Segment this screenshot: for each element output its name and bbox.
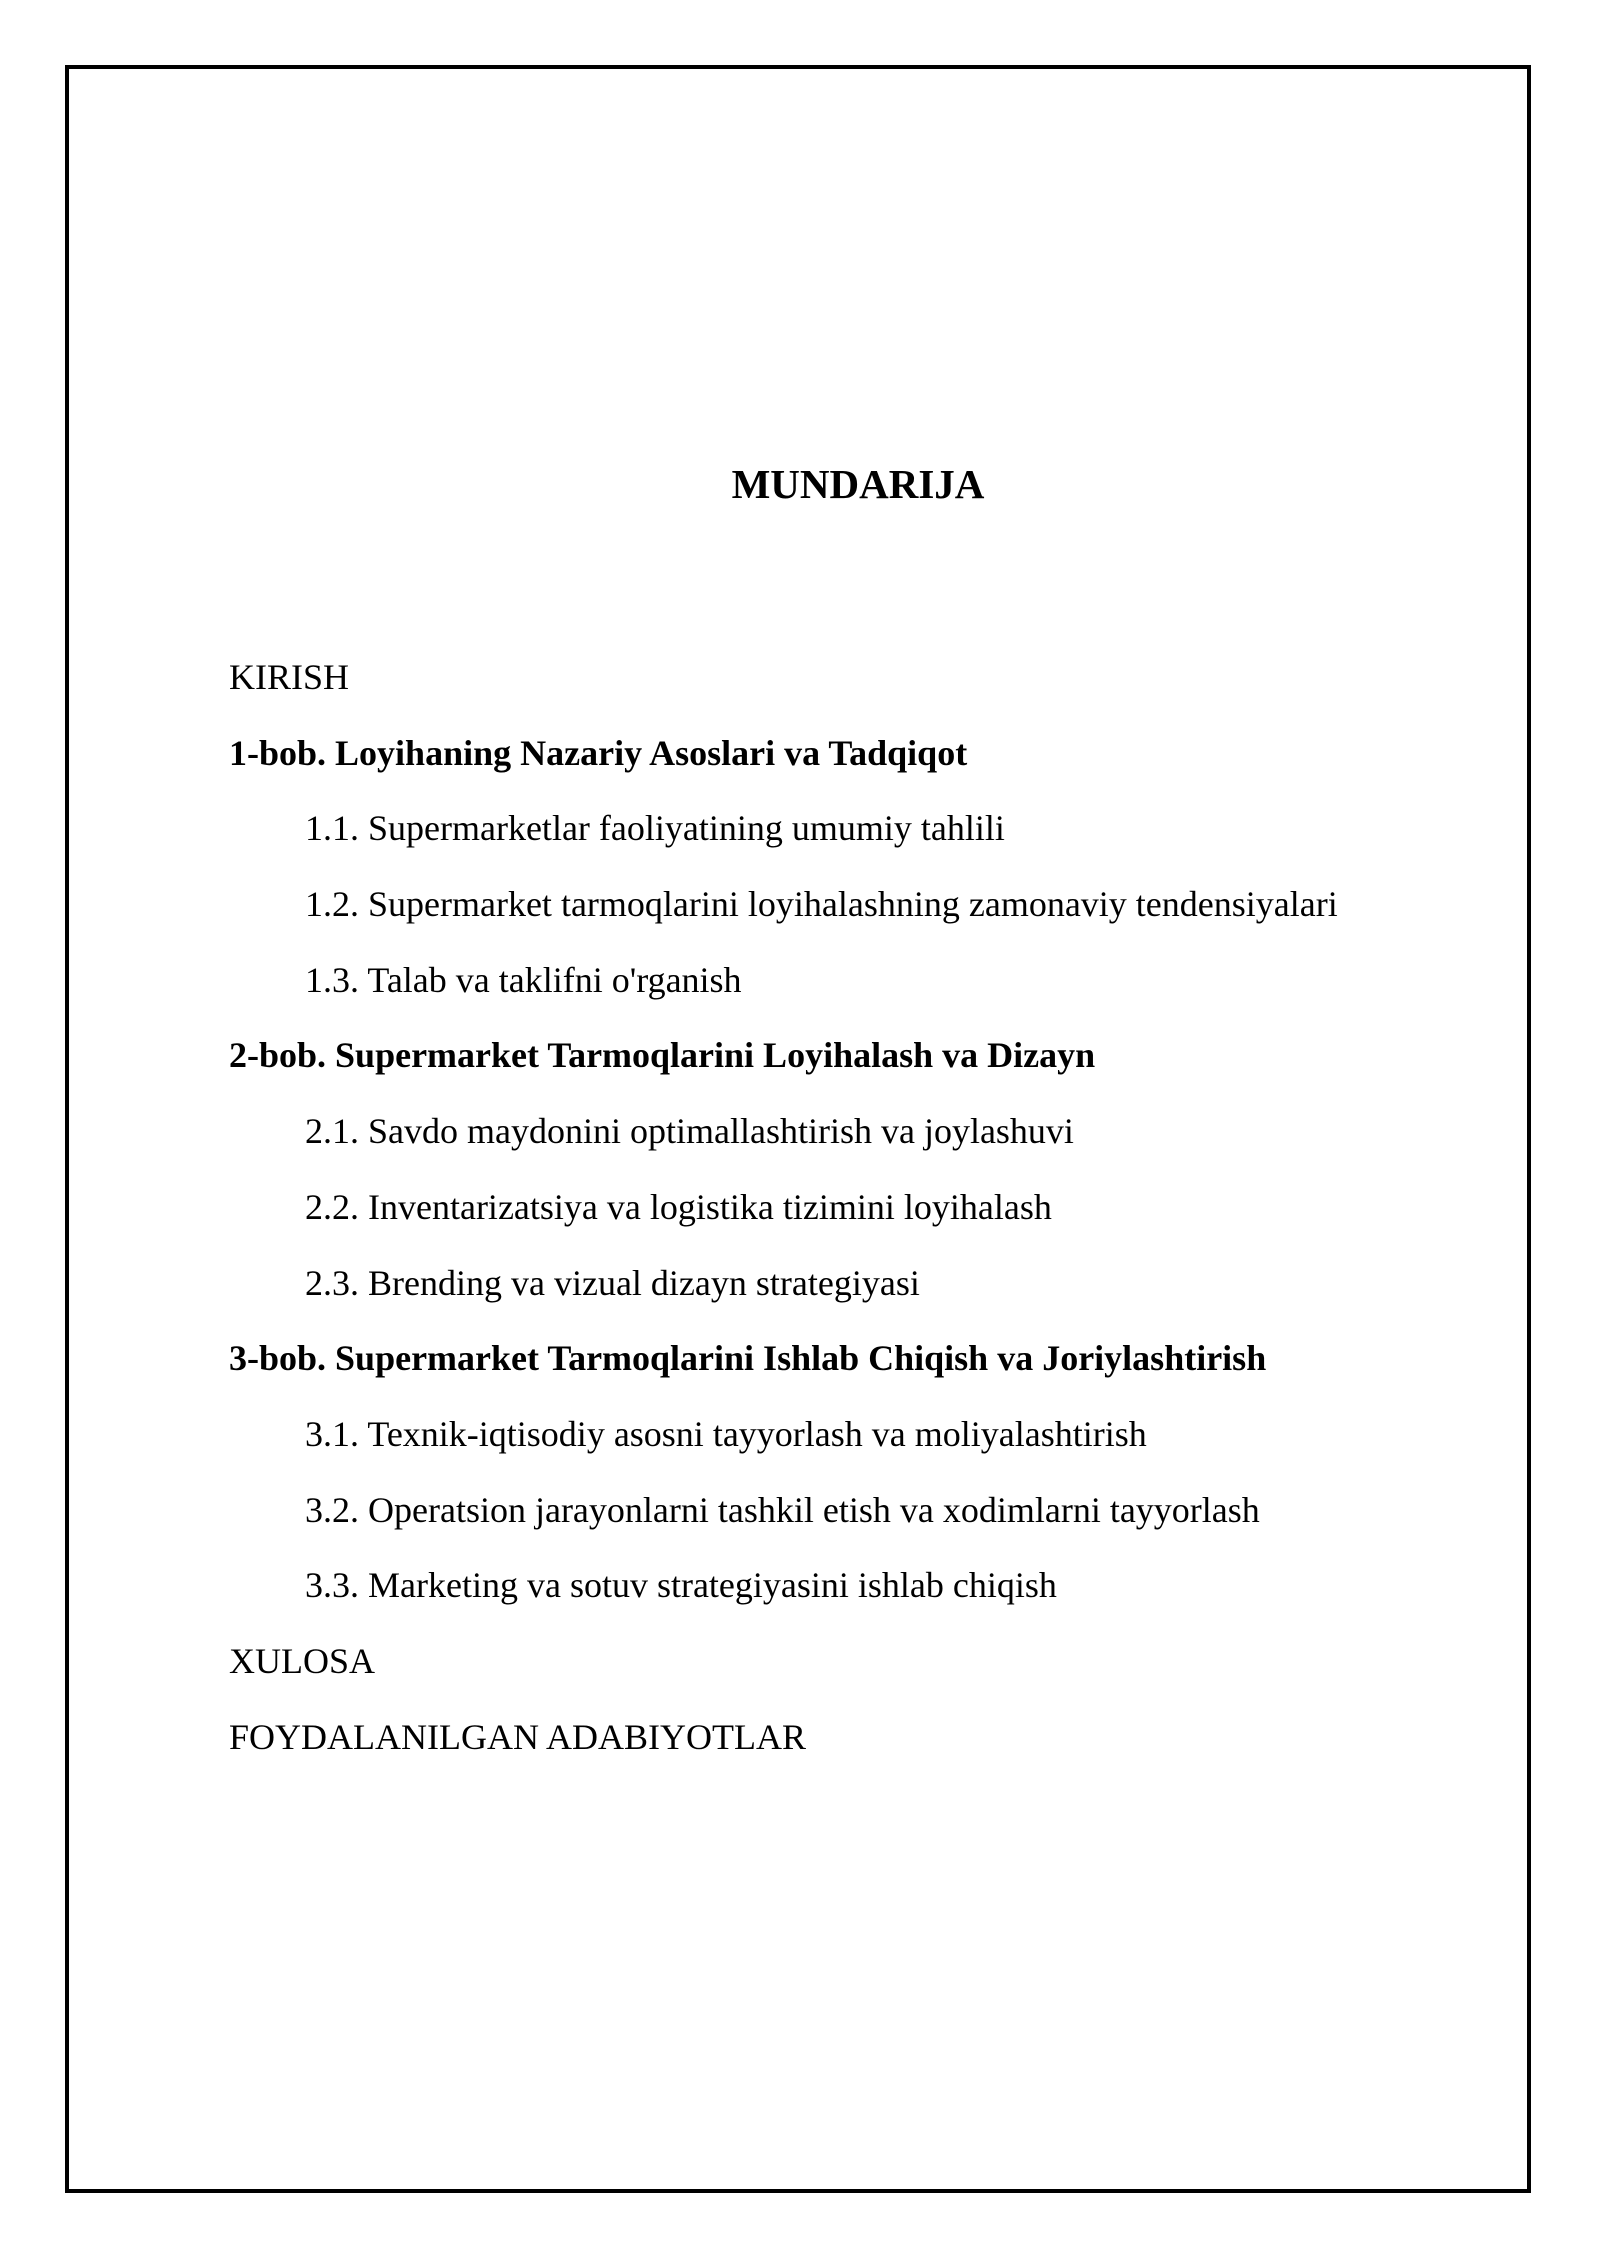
toc-section-3-3: 3.3. Marketing va sotuv strategiyasini ishlab chiqish (305, 1565, 1057, 1606)
toc-entry-conclusion: XULOSA (229, 1640, 376, 1681)
toc-section-1-1: 1.1. Supermarketlar faoliyatining umumiy tahlili (305, 808, 1005, 849)
table-of-contents (229, 640, 1479, 1775)
toc-chapter-3: 3-bob. Supermarket Tarmoqlarini Ishlab Chiqish va Joriylashtirish (229, 1338, 1267, 1379)
toc-section-3-1: 3.1. Texnik-iqtisodiy asosni tayyorlash va moliyalashtirish (305, 1413, 1147, 1454)
toc-section-3-2: 3.2. Operatsion jarayonlarni tashkil etish va xodimlarni tayyorlash (305, 1489, 1260, 1530)
toc-section-1-2: 1.2. Supermarket tarmoqlarini loyihalashning zamonaviy tendensiyalari (305, 884, 1338, 925)
toc-entry-introduction: KIRISH (229, 657, 350, 697)
toc-chapter-2: 2-bob. Supermarket Tarmoqlarini Loyihalash va Dizayn (229, 1035, 1096, 1076)
toc-chapter-1: 1-bob. Loyihaning Nazariy Asoslari va Tadqiqot (229, 732, 968, 773)
page-title: MUNDARIJA (731, 461, 985, 507)
toc-entry-references: FOYDALANILGAN ADABIYOTLAR (229, 1716, 806, 1757)
toc-section-1-3: 1.3. Talab va taklifni o'rganish (305, 959, 742, 1000)
toc-section-2-2: 2.2. Inventarizatsiya va logistika tizimini loyihalash (305, 1186, 1052, 1227)
toc-section-2-1: 2.1. Savdo maydonini optimallashtirish va joylashuvi (305, 1111, 1074, 1152)
toc-section-2-3: 2.3. Brending va vizual dizayn strategiyasi (305, 1262, 920, 1303)
